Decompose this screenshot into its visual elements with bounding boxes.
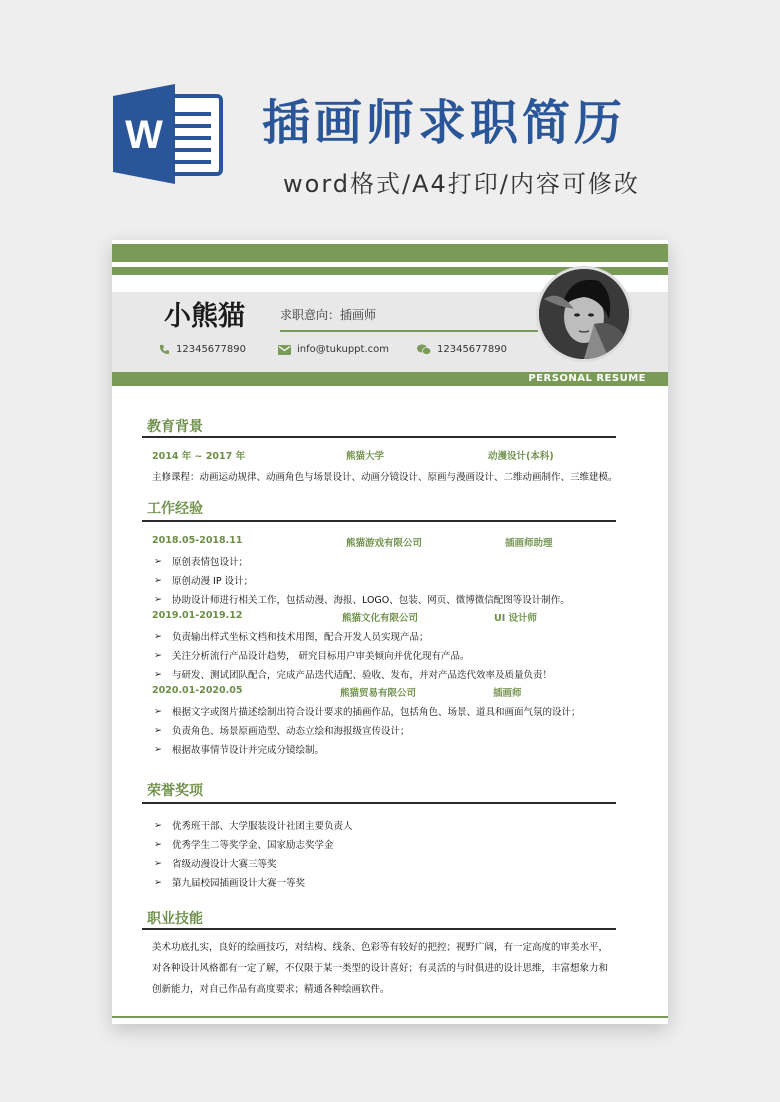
- job-3-role: 插画师: [493, 688, 522, 699]
- education-major: 动漫设计(本科): [488, 451, 554, 462]
- arrow-bullet-icon: ➢: [154, 705, 162, 717]
- bottom-border: [112, 1016, 668, 1018]
- work-title: 工作经验: [147, 501, 203, 517]
- education-courses: 主修课程：动画运动规律、动画角色与场景设计、动画分镜设计、原画与漫画设计、二维动画制作、三维建模。: [152, 472, 618, 483]
- avatar: [536, 266, 632, 362]
- honors-title: 荣誉奖项: [147, 783, 203, 799]
- arrow-bullet-icon: ➢: [154, 630, 162, 642]
- list-item: ➢ 原创表情包设计；: [154, 555, 249, 568]
- skills-line: 美术功底扎实，良好的绘画技巧，对结构、线条、色彩等有较好的把控；视野广阔，有一定高度的审美水平，: [152, 942, 609, 953]
- list-item: ➢ 根据文字或图片描述绘制出符合设计要求的插画作品，包括角色、场景、道具和画面气氛的设计；: [154, 705, 581, 718]
- document-subtitle: word格式/A4打印/内容可修改: [283, 170, 640, 198]
- job-intent: 求职意向：插画师: [280, 308, 377, 322]
- job-3-period: 2020.01-2020.05: [152, 685, 243, 696]
- skills-paragraph: [112, 938, 668, 1008]
- education-period: 2014 年 ~ 2017 年: [152, 451, 246, 462]
- skills-line: 创新能力，对自己作品有高度要求；精通各种绘画软件。: [152, 984, 390, 995]
- phone-text: 12345677890: [176, 344, 246, 355]
- arrow-bullet-icon: ➢: [154, 668, 162, 680]
- resume-page: [112, 240, 668, 1024]
- list-item: ➢ 根据故事情节设计并完成分镜绘制。: [154, 743, 325, 756]
- arrow-bullet-icon: ➢: [154, 555, 162, 567]
- arrow-bullet-icon: ➢: [154, 574, 162, 586]
- list-item: ➢ 原创动漫 IP 设计；: [154, 574, 254, 587]
- arrow-bullet-icon: ➢: [154, 838, 162, 850]
- list-item: ➢ 优秀学生二等奖学金、国家励志奖学金: [154, 838, 334, 851]
- top-band: [112, 244, 668, 262]
- list-item: ➢ 负责角色、场景原画造型、动态立绘和海报级宣传设计；: [154, 724, 410, 737]
- job-2-company: 熊猫文化有限公司: [342, 613, 419, 624]
- work-divider: [142, 520, 616, 522]
- personal-resume-tag: PERSONAL RESUME: [528, 373, 646, 384]
- arrow-bullet-icon: ➢: [154, 724, 162, 736]
- job-1-period: 2018.05-2018.11: [152, 535, 243, 546]
- email-icon: [278, 345, 291, 355]
- list-item: ➢ 协助设计师进行相关工作，包括动漫、海报、LOGO、包装、网页、微博微信配图等设计制作。: [154, 593, 570, 606]
- list-item: ➢ 与研发、测试团队配合，完成产品迭代适配、验收、发布，并对产品迭代效率及质量负责！: [154, 668, 553, 681]
- job-1-role: 插画师助理: [505, 538, 553, 549]
- contact-phone: [159, 344, 246, 355]
- arrow-bullet-icon: ➢: [154, 857, 162, 869]
- list-item: ➢ 省级动漫设计大赛三等奖: [154, 857, 277, 870]
- job-3-company: 熊猫贸易有限公司: [340, 688, 417, 699]
- contact-email: [278, 344, 389, 355]
- list-item: ➢ 关注分析流行产品设计趋势， 研究目标用户审美倾向并优化现有产品。: [154, 649, 470, 662]
- job-2-role: UI 设计师: [494, 613, 538, 624]
- job-2-period: 2019.01-2019.12: [152, 610, 243, 621]
- arrow-bullet-icon: ➢: [154, 819, 162, 831]
- skills-title: 职业技能: [147, 911, 203, 927]
- email-text: info@tukuppt.com: [297, 344, 389, 355]
- arrow-bullet-icon: ➢: [154, 876, 162, 888]
- skills-line: 对各种设计风格都有一定了解，不仅限于某一类型的设计喜好；有灵活的与时俱进的设计思维，丰富想象力和: [152, 963, 609, 974]
- arrow-bullet-icon: ➢: [154, 743, 162, 755]
- intent-underline: [280, 330, 538, 332]
- list-item: ➢ 负责输出样式坐标文档和技术用图，配合开发人员实现产品；: [154, 630, 429, 643]
- education-school: 熊猫大学: [346, 451, 385, 462]
- list-item: ➢ 第九届校园插画设计大赛一等奖: [154, 876, 306, 889]
- honors-divider: [142, 802, 616, 804]
- skills-divider: [142, 928, 616, 930]
- contact-wechat: [417, 344, 507, 355]
- svg-text:W: W: [125, 113, 163, 157]
- document-title: 插画师求职简历: [262, 95, 627, 151]
- education-title: 教育背景: [147, 419, 203, 435]
- arrow-bullet-icon: ➢: [154, 649, 162, 661]
- candidate-name: 小熊猫: [164, 301, 245, 332]
- education-divider: [142, 436, 616, 438]
- job-1-company: 熊猫游戏有限公司: [346, 538, 423, 549]
- list-item: ➢ 优秀班干部、大学服装设计社团主要负责人: [154, 819, 353, 832]
- word-logo-icon: [113, 82, 225, 186]
- wechat-icon: [417, 344, 431, 355]
- arrow-bullet-icon: ➢: [154, 593, 162, 605]
- phone-icon: [159, 344, 170, 355]
- wechat-text: 12345677890: [437, 344, 507, 355]
